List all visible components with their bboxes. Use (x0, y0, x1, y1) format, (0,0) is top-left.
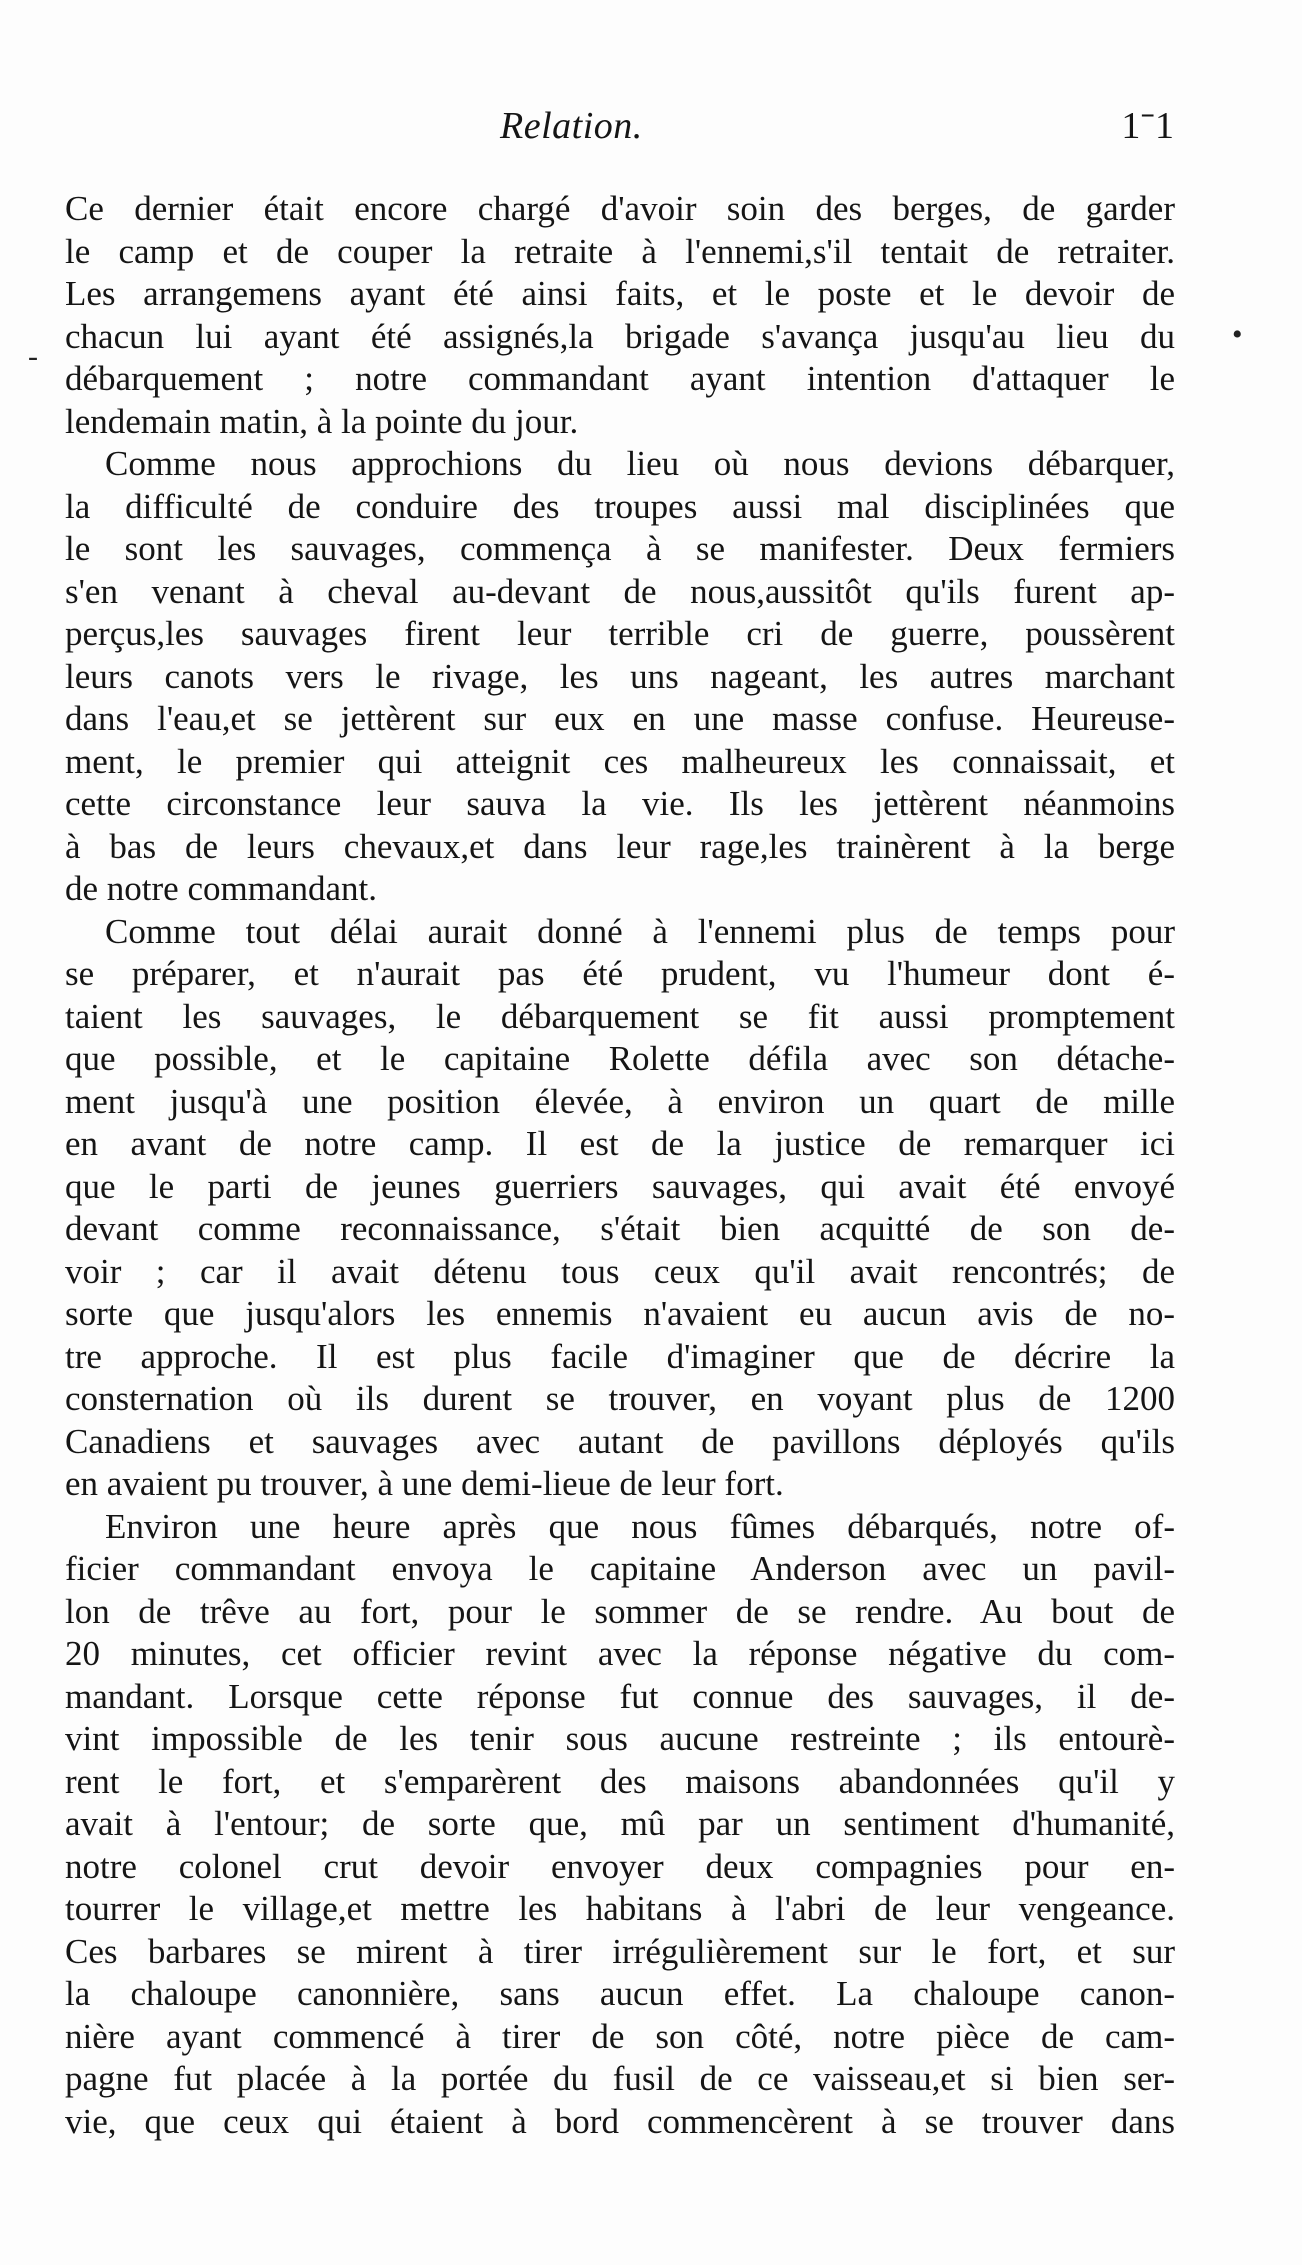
text-line: Ces barbares se mirent à tirer irrégulièrement sur le fort, et sur (65, 1931, 1175, 1971)
text-line: à bas de leurs chevaux,et dans leur rage,les trainèrent à la berge (65, 826, 1175, 866)
text-line: nière ayant commencé à tirer de son côté, notre pièce de cam- (65, 2016, 1175, 2056)
paragraph-3 (65, 911, 1175, 1506)
text-line: lon de trêve au fort, pour le sommer de se rendre. Au bout de (65, 1591, 1175, 1631)
text-line: de notre commandant. (65, 869, 377, 908)
running-title: Relation. (500, 105, 643, 147)
text-line: que possible, et le capitaine Rolette défila avec son détache- (65, 1039, 1175, 1078)
paragraph-1 (65, 188, 1175, 443)
text-line: vint impossible de les tenir sous aucune restreinte ; ils entourè- (65, 1719, 1175, 1758)
text-line: chacun lui ayant été assignés,la brigade s'avança jusqu'au lieu du (65, 316, 1175, 356)
text-line: Canadiens et sauvages avec autant de pavillons déployés qu'ils (65, 1421, 1175, 1461)
text-line: en avaient pu trouver, à une demi-lieue de leur fort. (65, 1464, 784, 1503)
text-line: la chaloupe canonnière, sans aucun effet. La chaloupe canon- (65, 1974, 1175, 2013)
text-line: dans l'eau,et se jettèrent sur eux en une masse confuse. Heureuse- (65, 699, 1175, 738)
text-line: ficier commandant envoya le capitaine Anderson avec un pavil- (65, 1549, 1175, 1588)
text-line: le camp et de couper la retraite à l'ennemi,s'il tentait de retraiter. (65, 231, 1175, 271)
text-line: se préparer, et n'aurait pas été prudent, vu l'humeur dont é- (65, 954, 1175, 993)
paragraph-4 (65, 1506, 1175, 2144)
margin-dash-mark: - (28, 340, 38, 373)
page-header (65, 104, 1175, 164)
text-line: leurs canots vers le rivage, les uns nageant, les autres marchant (65, 656, 1175, 696)
body-text (65, 188, 1175, 2143)
text-line: mandant. Lorsque cette réponse fut connue des sauvages, il de- (65, 1676, 1175, 1716)
text-line: tre approche. Il est plus facile d'imaginer que de décrire la (65, 1336, 1175, 1376)
text-line: débarquement ; notre commandant ayant intention d'attaquer le (65, 359, 1175, 398)
text-line: 20 minutes, cet officier revint avec la réponse négative du com- (65, 1634, 1175, 1673)
text-line: le sont les sauvages, commença à se manifester. Deux fermiers (65, 529, 1175, 568)
text-line: perçus,les sauvages firent leur terrible cri de guerre, poussèrent (65, 614, 1175, 653)
text-line: taient les sauvages, le débarquement se fit aussi promptement (65, 996, 1175, 1036)
text-line: Comme nous approchions du lieu où nous devions débarquer, (105, 444, 1175, 483)
text-line: sorte que jusqu'alors les ennemis n'avaient eu aucun avis de no- (65, 1294, 1175, 1333)
text-line: consternation où ils durent se trouver, en voyant plus de 1200 (65, 1379, 1175, 1418)
text-line: lendemain matin, à la pointe du jour. (65, 401, 579, 441)
text-line: cette circonstance leur sauva la vie. Ils les jettèrent néanmoins (65, 784, 1175, 823)
text-line: Environ une heure après que nous fûmes débarqués, notre of- (105, 1506, 1175, 1546)
text-line: notre colonel crut devoir envoyer deux compagnies pour en- (65, 1846, 1175, 1886)
text-line: ment, le premier qui atteignit ces malheureux les connaissait, et (65, 741, 1175, 781)
page-number: 1ˉ1 (1121, 105, 1175, 147)
text-line: vie, que ceux qui étaient à bord commencèrent à se trouver dans (65, 2101, 1175, 2141)
text-line: devant comme reconnaissance, s'était bien acquitté de son de- (65, 1209, 1175, 1248)
text-line: Comme tout délai aurait donné à l'ennemi plus de temps pour (105, 911, 1175, 951)
text-line: la difficulté de conduire des troupes aussi mal disciplinées que (65, 486, 1175, 526)
text-line: avait à l'entour; de sorte que, mû par un sentiment d'humanité, (65, 1804, 1175, 1843)
margin-dot-mark: • (1232, 318, 1243, 351)
text-line: pagne fut placée à la portée du fusil de ce vaisseau,et si bien ser- (65, 2059, 1175, 2098)
text-line: s'en venant à cheval au-devant de nous,aussitôt qu'ils furent ap- (65, 571, 1175, 611)
text-line: que le parti de jeunes guerriers sauvages, qui avait été envoyé (65, 1166, 1175, 1206)
text-line: Ce dernier était encore chargé d'avoir soin des berges, de garder (65, 189, 1175, 228)
text-line: ment jusqu'à une position élevée, à environ un quart de mille (65, 1081, 1175, 1121)
text-line: tourrer le village,et mettre les habitans à l'abri de leur vengeance. (65, 1889, 1175, 1928)
text-line: voir ; car il avait détenu tous ceux qu'il avait rencontrés; de (65, 1251, 1175, 1291)
text-line: Les arrangemens ayant été ainsi faits, et le poste et le devoir de (65, 274, 1175, 313)
paragraph-2 (65, 443, 1175, 911)
text-line: en avant de notre camp. Il est de la justice de remarquer ici (65, 1124, 1175, 1163)
text-line: rent le fort, et s'emparèrent des maisons abandonnées qu'il y (65, 1761, 1175, 1801)
